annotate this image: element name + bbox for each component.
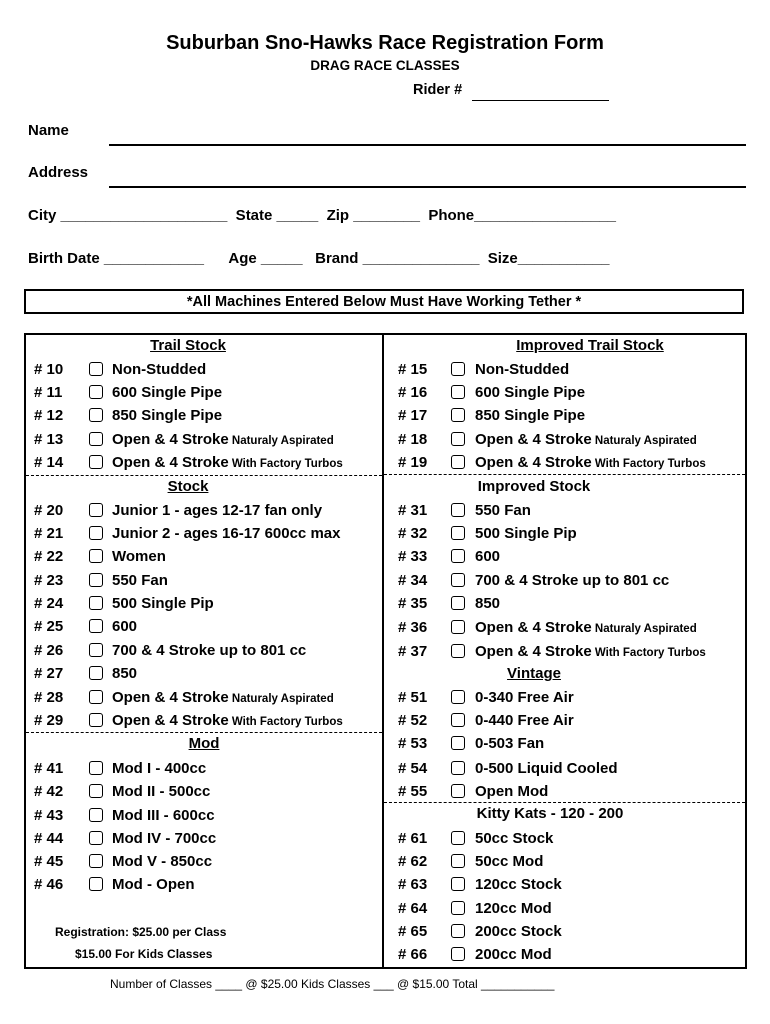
class-checkbox[interactable] [451, 549, 465, 563]
class-checkbox[interactable] [89, 713, 103, 727]
rider-number-label: Rider # [413, 82, 463, 98]
class-label: 0-440 Free Air [475, 712, 574, 729]
class-checkbox[interactable] [451, 831, 465, 845]
class-label: 50cc Mod [475, 853, 544, 870]
section-header-kitty-kats: Kitty Kats - 120 - 200 [476, 805, 624, 822]
class-checkbox[interactable] [89, 549, 103, 563]
column-divider [382, 333, 384, 969]
class-number: # 21 [34, 525, 64, 542]
class-checkbox[interactable] [89, 690, 103, 704]
name-field[interactable] [109, 144, 746, 146]
class-checkbox[interactable] [451, 736, 465, 750]
class-label: 850 [475, 595, 501, 612]
class-number: # 33 [398, 548, 428, 565]
registration-fee: Registration: $25.00 per Class [55, 925, 227, 939]
class-number: # 20 [34, 502, 64, 519]
class-label: 500 Single Pip [475, 525, 577, 542]
class-checkbox[interactable] [451, 854, 465, 868]
class-number: # 63 [398, 876, 428, 893]
class-checkbox[interactable] [89, 526, 103, 540]
class-label: Mod II - 500cc [112, 783, 211, 800]
class-number: # 13 [34, 431, 64, 448]
class-checkbox[interactable] [89, 432, 103, 446]
class-number: # 18 [398, 431, 428, 448]
tether-notice: *All Machines Entered Below Must Have Working Tether * [24, 289, 744, 314]
class-label: 850 Single Pipe [475, 407, 586, 424]
class-label: Open & 4 Stroke [475, 619, 592, 636]
class-number: # 55 [398, 783, 428, 800]
class-number: # 22 [34, 548, 64, 565]
class-checkbox[interactable] [451, 362, 465, 376]
class-label: Open & 4 Stroke [475, 431, 592, 448]
class-number: # 51 [398, 689, 428, 706]
class-checkbox[interactable] [451, 596, 465, 610]
class-number: # 23 [34, 572, 64, 589]
class-number: # 14 [34, 454, 64, 471]
kids-fee: $15.00 For Kids Classes [75, 947, 213, 961]
class-checkbox[interactable] [89, 455, 103, 469]
class-checkbox[interactable] [451, 644, 465, 658]
class-label: 200cc Stock [475, 923, 562, 940]
section-header-trail-stock: Trail Stock [150, 337, 226, 354]
class-label: Open & 4 Stroke [112, 431, 229, 448]
class-number: # 16 [398, 384, 428, 401]
class-number: # 27 [34, 665, 64, 682]
class-checkbox[interactable] [451, 455, 465, 469]
class-number: # 34 [398, 572, 428, 589]
class-number: # 46 [34, 876, 64, 893]
class-label: Junior 1 - ages 12-17 fan only [112, 502, 323, 519]
class-note: With Factory Turbos [591, 647, 706, 659]
class-checkbox[interactable] [451, 432, 465, 446]
section-header-improved-stock: Improved Stock [477, 478, 591, 495]
class-checkbox[interactable] [89, 362, 103, 376]
class-number: # 43 [34, 807, 64, 824]
class-checkbox[interactable] [89, 643, 103, 657]
class-number: # 35 [398, 595, 428, 612]
class-checkbox[interactable] [89, 503, 103, 517]
city-state-zip-phone-line[interactable]: City ____________________ State _____ Zip ________ Phone_________________ [28, 207, 616, 224]
page-title: Suburban Sno-Hawks Race Registration Form [166, 32, 604, 54]
class-note: Naturaly Aspirated [228, 693, 334, 705]
class-number: # 45 [34, 853, 64, 870]
class-label: 550 Fan [475, 502, 531, 519]
class-label: Open & 4 Stroke [475, 454, 592, 471]
class-label: Open Mod [475, 783, 549, 800]
class-number: # 11 [34, 384, 63, 401]
birth-age-brand-size-line[interactable]: Birth Date ____________ Age _____ Brand ______________ Size___________ [28, 250, 610, 267]
section-divider [26, 475, 382, 476]
class-label: 600 Single Pipe [475, 384, 586, 401]
class-number: # 17 [398, 407, 428, 424]
class-label: Open & 4 Stroke [112, 712, 229, 729]
class-label: Women [112, 548, 166, 565]
class-label: Mod IV - 700cc [112, 830, 217, 847]
class-checkbox[interactable] [451, 385, 465, 399]
class-label: Junior 2 - ages 16-17 600cc max [112, 525, 341, 542]
class-label: Non-Studded [475, 361, 570, 378]
class-label: 700 & 4 Stroke up to 801 cc [112, 642, 307, 659]
class-label: Open & 4 Stroke [475, 643, 592, 660]
class-label: 600 [112, 618, 138, 635]
class-number: # 32 [398, 525, 428, 542]
class-number: # 36 [398, 619, 428, 636]
class-checkbox[interactable] [89, 808, 103, 822]
class-checkbox[interactable] [89, 408, 103, 422]
class-checkbox[interactable] [451, 503, 465, 517]
class-number: # 52 [398, 712, 428, 729]
class-label: Mod V - 850cc [112, 853, 213, 870]
class-number: # 66 [398, 946, 428, 963]
class-number: # 61 [398, 830, 428, 847]
section-header-stock: Stock [167, 478, 209, 495]
class-label: 0-503 Fan [475, 735, 545, 752]
rider-number-field[interactable] [472, 100, 609, 101]
section-header-mod: Mod [188, 735, 220, 752]
class-number: # 41 [34, 760, 64, 777]
class-note: With Factory Turbos [228, 458, 343, 470]
class-note: Naturaly Aspirated [591, 623, 697, 635]
class-checkbox[interactable] [89, 877, 103, 891]
class-note: With Factory Turbos [591, 458, 706, 470]
class-number: # 25 [34, 618, 64, 635]
class-checkbox[interactable] [89, 619, 103, 633]
class-number: # 19 [398, 454, 428, 471]
class-number: # 64 [398, 900, 428, 917]
class-label: Open & 4 Stroke [112, 689, 229, 706]
class-number: # 31 [398, 502, 428, 519]
class-number: # 37 [398, 643, 428, 660]
class-label: Mod I - 400cc [112, 760, 207, 777]
class-checkbox[interactable] [89, 761, 103, 775]
class-number: # 15 [398, 361, 428, 378]
class-note: Naturaly Aspirated [591, 435, 697, 447]
section-header-vintage: Vintage [507, 665, 561, 682]
class-number: # 42 [34, 783, 64, 800]
class-checkbox[interactable] [451, 573, 465, 587]
class-label: 120cc Mod [475, 900, 552, 917]
class-checkbox[interactable] [89, 854, 103, 868]
class-label: 200cc Mod [475, 946, 552, 963]
class-label: 0-500 Liquid Cooled [475, 760, 618, 777]
class-checkbox[interactable] [89, 573, 103, 587]
address-field[interactable] [109, 186, 746, 188]
fee-totals-line[interactable]: Number of Classes ____ @ $25.00 Kids Classes ___ @ $15.00 Total ___________ [110, 977, 555, 991]
class-number: # 44 [34, 830, 64, 847]
section-divider [384, 802, 745, 803]
class-label: 850 [112, 665, 138, 682]
class-checkbox[interactable] [451, 620, 465, 634]
class-label: 50cc Stock [475, 830, 554, 847]
class-checkbox[interactable] [89, 596, 103, 610]
class-label: 120cc Stock [475, 876, 562, 893]
class-label: Non-Studded [112, 361, 207, 378]
class-label: 850 Single Pipe [112, 407, 223, 424]
class-number: # 29 [34, 712, 64, 729]
class-checkbox[interactable] [451, 784, 465, 798]
class-checkbox[interactable] [451, 761, 465, 775]
class-label: Open & 4 Stroke [112, 454, 229, 471]
class-note: Naturaly Aspirated [228, 435, 334, 447]
class-number: # 24 [34, 595, 64, 612]
class-number: # 65 [398, 923, 428, 940]
class-checkbox[interactable] [451, 713, 465, 727]
class-checkbox[interactable] [89, 831, 103, 845]
class-label: Mod III - 600cc [112, 807, 215, 824]
class-number: # 12 [34, 407, 64, 424]
class-number: # 54 [398, 760, 428, 777]
class-label: 700 & 4 Stroke up to 801 cc [475, 572, 670, 589]
address-label: Address [28, 164, 89, 181]
section-header-improved-trail-stock: Improved Trail Stock [516, 337, 664, 354]
class-label: Mod - Open [112, 876, 195, 893]
class-checkbox[interactable] [451, 690, 465, 704]
class-checkbox[interactable] [451, 901, 465, 915]
class-checkbox[interactable] [451, 924, 465, 938]
class-number: # 10 [34, 361, 64, 378]
class-number: # 53 [398, 735, 428, 752]
class-number: # 28 [34, 689, 64, 706]
class-label: 0-340 Free Air [475, 689, 574, 706]
class-label: 550 Fan [112, 572, 168, 589]
class-checkbox[interactable] [451, 526, 465, 540]
class-label: 500 Single Pip [112, 595, 214, 612]
class-checkbox[interactable] [451, 408, 465, 422]
class-checkbox[interactable] [451, 877, 465, 891]
class-number: # 62 [398, 853, 428, 870]
class-label: 600 [475, 548, 501, 565]
class-label: 600 Single Pipe [112, 384, 223, 401]
class-number: # 26 [34, 642, 64, 659]
class-checkbox[interactable] [89, 385, 103, 399]
class-note: With Factory Turbos [228, 716, 343, 728]
name-label: Name [28, 122, 69, 139]
class-checkbox[interactable] [89, 666, 103, 680]
page-subtitle: DRAG RACE CLASSES [310, 58, 460, 73]
class-checkbox[interactable] [451, 947, 465, 961]
class-checkbox[interactable] [89, 784, 103, 798]
